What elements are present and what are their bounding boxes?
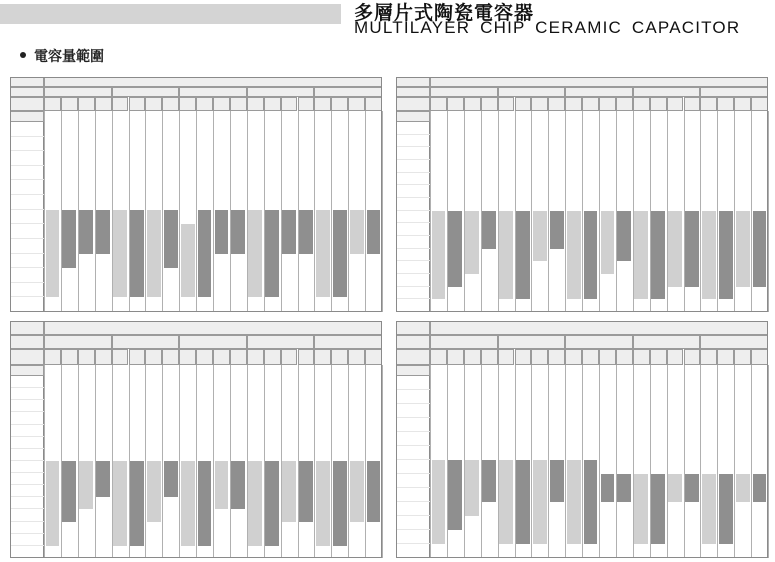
range-bar-1210-10V	[516, 460, 530, 544]
bullet-icon	[20, 52, 26, 58]
range-bar-1812-6.3V	[181, 224, 195, 297]
section-heading-label: 電容量範圍	[34, 49, 104, 65]
range-bar-2225-16V	[736, 474, 750, 502]
range-bar-2225-10V	[719, 474, 733, 544]
range-bar-2220-10V	[651, 474, 665, 544]
range-bar-1206-25V	[482, 211, 496, 249]
range-bar-1812-6.3V	[181, 461, 195, 546]
range-bar-2220-10V	[265, 461, 279, 546]
page-title-english: MULTILAYER CHIP CERAMIC CAPACITOR	[354, 18, 741, 37]
range-bar-1206-25V	[482, 460, 496, 502]
capacitance-table-x5r-en	[10, 321, 382, 558]
range-bar-2225-6.3V	[702, 474, 716, 544]
grid-line	[768, 111, 769, 312]
grid-line	[768, 365, 769, 558]
range-bar-1206-16V	[79, 461, 93, 510]
range-bar-1812-10V	[198, 461, 212, 546]
range-bar-1812-6.3V	[567, 460, 581, 544]
range-bar-1210-10V	[130, 210, 144, 298]
grid-line	[382, 365, 383, 558]
range-bar-1206-6.3V	[46, 210, 60, 298]
range-bar-1812-16V	[215, 210, 229, 254]
range-bar-2220-6.3V	[248, 210, 262, 298]
range-bar-2225-10V	[333, 210, 347, 298]
capacitance-table-x5r-zh	[396, 77, 768, 312]
range-bar-1206-25V	[96, 210, 110, 254]
range-bar-2220-25V	[299, 210, 313, 254]
range-bar-1210-25V	[164, 210, 178, 268]
range-bar-1210-25V	[164, 461, 178, 497]
range-bar-1206-16V	[465, 460, 479, 516]
range-bar-1206-10V	[448, 211, 462, 287]
range-bar-1210-10V	[130, 461, 144, 546]
range-bar-1210-6.3V	[499, 460, 513, 544]
range-bar-1812-6.3V	[567, 211, 581, 300]
range-bar-2225-6.3V	[316, 210, 330, 298]
range-bar-1812-10V	[584, 211, 598, 300]
range-bar-1210-10V	[516, 211, 530, 300]
range-bar-1206-6.3V	[432, 211, 446, 300]
range-bar-1206-25V	[96, 461, 110, 497]
page-title-chinese: 多層片式陶瓷電容器	[354, 2, 535, 24]
range-bar-2220-25V	[299, 461, 313, 522]
range-bar-1210-25V	[550, 460, 564, 502]
range-bar-2225-10V	[333, 461, 347, 546]
range-bar-2220-25V	[685, 211, 699, 287]
range-bar-2220-6.3V	[634, 474, 648, 544]
grid-line	[382, 111, 383, 312]
range-bar-2225-6.3V	[316, 461, 330, 546]
range-bar-1210-25V	[550, 211, 564, 249]
range-bar-1206-6.3V	[46, 461, 60, 546]
range-bar-2220-16V	[668, 211, 682, 287]
range-bar-1210-16V	[147, 210, 161, 298]
range-bar-2225-25V	[367, 461, 381, 522]
range-bar-1210-6.3V	[113, 210, 127, 298]
range-bar-2220-6.3V	[248, 461, 262, 546]
range-bar-1210-16V	[533, 211, 547, 262]
range-bar-1206-16V	[79, 210, 93, 254]
range-bar-1210-16V	[147, 461, 161, 522]
range-bar-2220-25V	[685, 474, 699, 502]
range-bar-2220-6.3V	[634, 211, 648, 300]
range-bar-1812-25V	[231, 210, 245, 254]
range-bar-2220-16V	[282, 210, 296, 254]
capacitance-table-y5v-zh	[10, 77, 382, 312]
range-bar-1206-10V	[448, 460, 462, 530]
range-bar-1812-25V	[231, 461, 245, 510]
range-bar-1812-25V	[617, 474, 631, 502]
section-heading	[20, 46, 104, 66]
range-bar-1206-16V	[465, 211, 479, 274]
range-bar-1210-16V	[533, 460, 547, 544]
range-bar-2225-25V	[753, 474, 767, 502]
range-bar-2225-16V	[350, 461, 364, 522]
range-bar-2225-25V	[753, 211, 767, 287]
capacitance-table-y5v-en	[396, 321, 768, 558]
range-bar-1812-16V	[215, 461, 229, 510]
range-bar-2220-10V	[265, 210, 279, 298]
range-bar-2225-6.3V	[702, 211, 716, 300]
range-bar-2225-25V	[367, 210, 381, 254]
range-bar-2225-10V	[719, 211, 733, 300]
range-bar-1206-10V	[62, 461, 76, 522]
range-bar-1812-16V	[601, 211, 615, 274]
range-bar-1206-10V	[62, 210, 76, 268]
range-bar-1812-10V	[198, 210, 212, 298]
range-bar-1210-6.3V	[113, 461, 127, 546]
range-bar-2225-16V	[350, 210, 364, 254]
range-bar-1812-10V	[584, 460, 598, 544]
range-bar-1210-6.3V	[499, 211, 513, 300]
range-bar-1812-16V	[601, 474, 615, 502]
range-bar-2220-16V	[282, 461, 296, 522]
range-bar-1206-6.3V	[432, 460, 446, 544]
range-bar-2220-10V	[651, 211, 665, 300]
range-bar-2220-16V	[668, 474, 682, 502]
title-banner-bar	[0, 4, 341, 24]
range-bar-2225-16V	[736, 211, 750, 287]
range-bar-1812-25V	[617, 211, 631, 262]
